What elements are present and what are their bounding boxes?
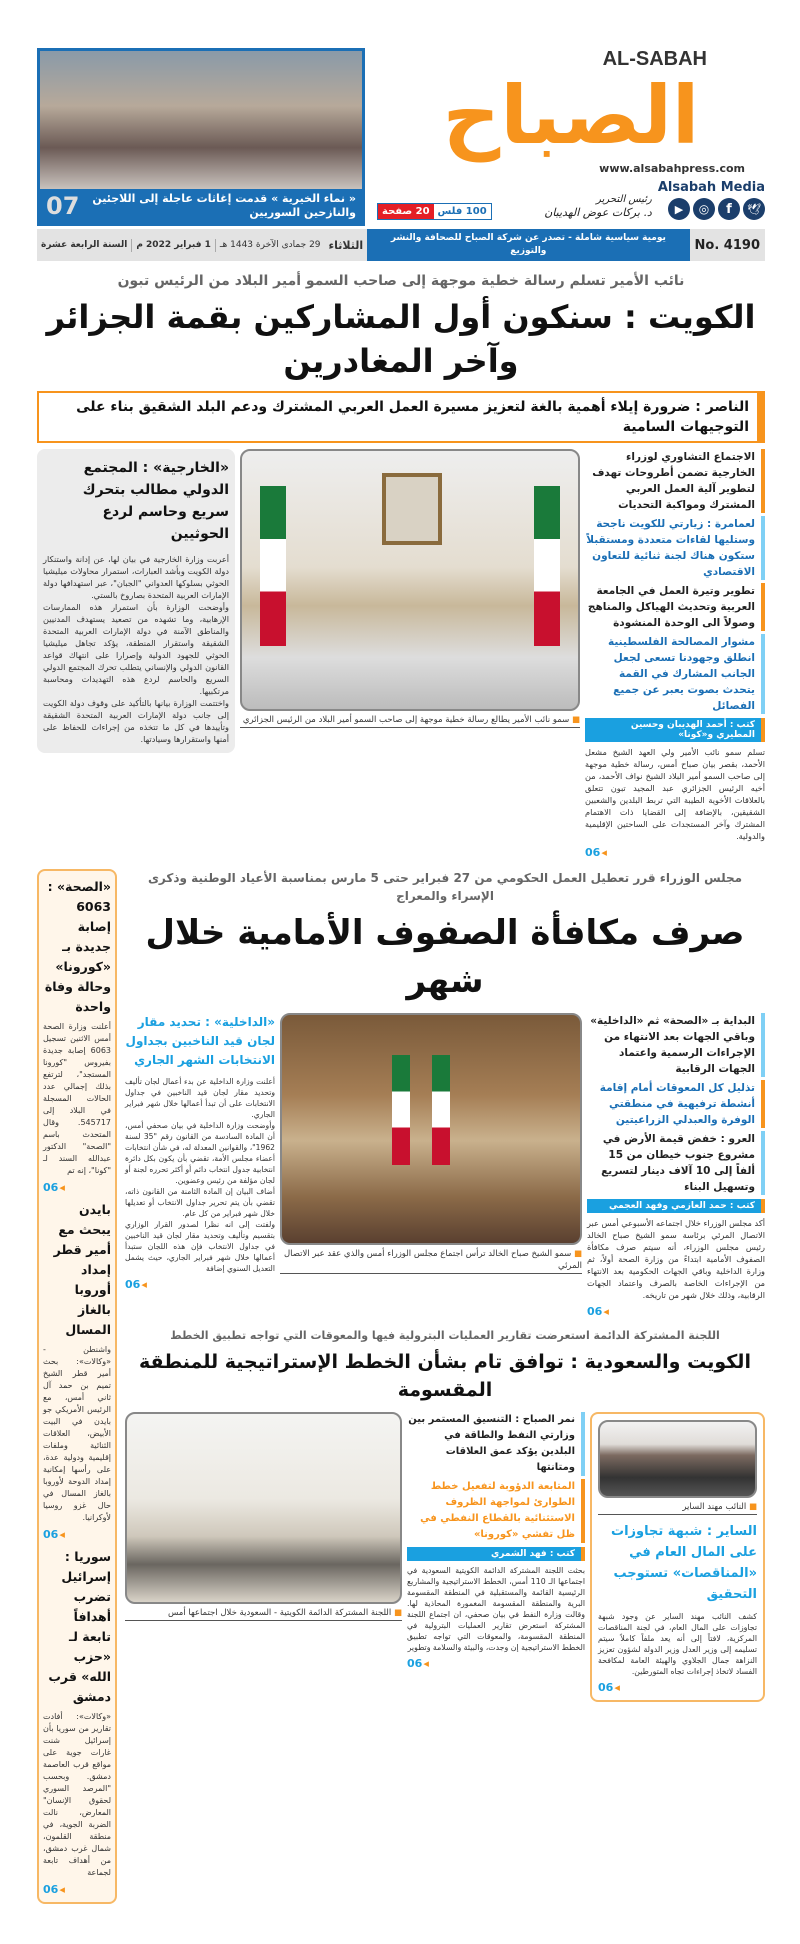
interior-body: وأوضحت وزارة الداخلية في بيان صحفي أمس، أن المادة السادسة من القانون رقم "35 لسنة 1962"، والقوانين المعدلة له، في شأن انتخابات أعضاء مجلس الأمة، تقضي بأن يكون بكل دائرة انتخابية جدول انتخاب دائم أو أكثر تحرره لجنة أو لجان مؤلفة من رئيس وعضوين. [125, 1121, 275, 1185]
oil-bullet: المتابعة الدؤوبة لتفعيل خطط الطوارئ لمواجهة الظروف الاستثنائية بالقطاع النفطي في ظل تفشي «كورونا» [407, 1479, 585, 1543]
oil-page-ref[interactable]: 06 ◂ [407, 1657, 585, 1670]
lead-bullet: الاجتماع التشاوري لوزراء الخارجية تضمن أطروحات تهدف لتطوير آلية العمل العربي المشترك ومواكبة التحديات [585, 449, 765, 513]
oil-committee-photo[interactable] [125, 1412, 402, 1604]
pages-count: 20 صفحة [378, 204, 434, 219]
sidebar-story[interactable] [43, 1200, 111, 1541]
oil-row [125, 1412, 765, 1702]
hijri-date: 29 جمادى الآخرة 1443 هـ [215, 239, 325, 252]
editor-signature: د. بركات عوض الهديبان [544, 206, 652, 219]
sidebar-body: أعلنت وزارة الصحة أمس الاثنين تسجيل 6063 إصابة جديدة بفيروس "كورونا المستجد"، لترتفع بذلك إجمالي عدد الحالات المسجلة في البلاد إلى 545717. وقال المتحدث باسم "الصحة" الدكتور عبدالله السند لـ "كونا"، إنه تم [43, 1022, 111, 1175]
promo-photo [40, 51, 362, 189]
instagram-icon[interactable]: ◎ [693, 198, 715, 220]
sidebar-headline: «الصحة» : 6063 إصابة جديدة بـ «كورونا» وحالة وفاة واحدة [44, 879, 111, 1014]
day: الثلاثاء [328, 238, 364, 252]
social-icons [658, 198, 765, 220]
kuwait-flag [534, 486, 560, 646]
lead-photo[interactable] [240, 449, 580, 711]
sayer-headline: الساير : شبهة تجاوزات على المال العام في «المناقصات» تستوجب التحقيق [611, 1524, 757, 1602]
lower-section [37, 869, 765, 1904]
second-bullets [587, 1013, 765, 1318]
interior-headline: «الداخلية» : تحديد مقار لجان قيد الناخبين بجداول الانتخابات الشهر الجاري [125, 1015, 275, 1067]
logo-en: AL-SABAH [602, 48, 707, 70]
kuwait-flag [392, 1055, 410, 1165]
second-bullet: تذليل كل المعوقات أمام إقامة أنشطة ترفيهية في منطقتي الوفرة والعبدلي الزراعيتين [587, 1080, 765, 1128]
kuwait-flag [260, 486, 286, 646]
lead-bullet: مشوار المصالحة الفلسطينية انطلق وجهودنا تسعى لجعل الجانب المشارك في القمة يتحدث بصوت يعبر عن جميع الفصائل [585, 634, 765, 714]
logo-block [377, 48, 765, 220]
cabinet-photo-caption: ■ سمو الشيخ صباح الخالد ترأس اجتماع مجلس الوزراء أمس والذي عقد عبر الاتصال المرئي [280, 1248, 582, 1274]
oil-body: بحثت اللجنة المشتركة الدائمة الكويتية السعودية في اجتماعها الـ 110 أمس، الخطط الاستراتيجية والمشاريع الرئيسية القائمة والمستقبلية في المنطقة المقسومة البرية والمنطقة المقسومة المغمورة المحاذية لها. وقالت وزارة النفط في بيان صحفي، ان اجتماع اللجنة المشتركة استعرض تقارير العمليات البترولية في المنطقة المقسومة، والمعوقات التي تواجه تطبيق الخطط الاستراتيجية إن وجدت، والبيئة والسلامة وتطوير [407, 1566, 585, 1652]
info-bar [37, 229, 765, 261]
year-label: السنة الرابعة عشرة [41, 239, 128, 250]
interior-body: أعلنت وزارة الداخلية عن بدء أعمال لجان تأليف وتحديد مقار لجان قيد الناخبين في جداول الانتخابات على أن تبدأ أعمالها خلال شهر فبراير الجاري. [125, 1077, 275, 1119]
facebook-icon[interactable]: f [718, 198, 740, 220]
news-sidebar [37, 869, 117, 1904]
interior-story[interactable] [125, 1013, 275, 1291]
youtube-icon[interactable]: ▶ [668, 198, 690, 220]
sidebar-page-ref[interactable]: 06 ◂ [43, 1181, 111, 1194]
website[interactable]: www.alsabahpress.com [599, 162, 745, 175]
second-bullet: العرو : خفض قيمة الأرض في مشروع جنوب خيطان من 15 ألفاً إلى 10 آلاف دينار لتسريع وتسهيل البناء [587, 1131, 765, 1195]
portrait-frame [382, 473, 442, 545]
foreign-headline: «الخارجية» : المجتمع الدولي مطالب بتحرك سريع وحاسم لردع الحوثيين [82, 460, 229, 542]
front-page [37, 48, 765, 1904]
foreign-body: وأوضحت الوزارة بأن استمرار هذه الممارسات الإرهابية، وما تشهده من تصعيد يستهدف المدنيين والمناطق الآمنة في دولة الإمارات العربية المتحدة الشقيقة واستقرار المنطقة، يؤكد تجاهل ميليشيا الحوثي للجهود الدولية وإصرارا على انتهاك قواعد القانون الدولي والإنساني يتطلب تحرك المجتمع الدولي السريع والحاسم لردع هذه التهديدات ومحاسبة مرتكبيها. [43, 602, 229, 696]
oil-photo-caption: ■ اللجنة المشتركة الدائمة الكويتية - السعودية خلال اجتماعها أمس [125, 1607, 402, 1621]
second-kicker: مجلس الوزراء قرر تعطيل العمل الحكومي من 27 فبراير حتى 5 مارس بمناسبة الأعياد الوطنية وذكرى الإسراء والمعراج [147, 871, 743, 903]
lead-kicker: نائب الأمير تسلم رسالة خطية موجهة إلى صاحب السمو أمير البلاد من الرئيس تبون [117, 273, 685, 289]
editor-title: رئيس التحرير [596, 194, 652, 205]
lead-bullet: لعمامرة : زيارتي للكويت ناجحة وستليها لقاءات متعددة ومستقبلاً ستكون هناك لجنة ثنائية للتعاون الاقتصادي [585, 516, 765, 580]
price: 100 فلس [434, 204, 491, 219]
sidebar-story[interactable] [43, 1547, 111, 1896]
tagline: يومية سياسية شاملة - تصدر عن شركة الصباح للصحافة والنشر والتوزيع [367, 229, 689, 261]
second-body: أكد مجلس الوزراء خلال اجتماعه الأسبوعي أمس عبر الاتصال المرئي برئاسة سمو الشيخ صباح الخالد رئيس مجلس الوزراء، أنه سيتم صرف مكافأة الصفوف الأمامية ابتداءً من وزارة الصحة أولاً، ثم وزارة الداخلية وباقي الجهات الحكومية بعد الانتهاء من الإجراءات الخاصة بالصرف واعتماد الجهات الرقابية، وذلك خلال شهر من تاريخه. [587, 1218, 765, 1300]
media-label: Alsabah Media [657, 180, 765, 195]
sidebar-story[interactable] [43, 877, 111, 1194]
lead-bullet: تطوير وتيرة العمل في الجامعة العربية وتحديث الهياكل والمناهج وصولاً الى الوحدة المنشودة [585, 583, 765, 631]
sidebar-page-ref[interactable]: 06 ◂ [43, 1883, 111, 1896]
logo-ar: الصباح [442, 69, 700, 162]
second-byline: كتب : حمد العازمي وفهد العجمي [587, 1199, 765, 1213]
sidebar-page-ref[interactable]: 06 ◂ [43, 1528, 111, 1541]
lead-page-ref[interactable]: 06 ◂ [585, 846, 765, 859]
second-row [125, 1013, 765, 1318]
issue-number: No. 4190 [694, 237, 760, 253]
second-bullet: البداية بـ «الصحة» ثم «الداخلية» وباقي الجهات بعد الانتهاء من الإجراءات الرسمية واعتماد الجهات الرقابية [587, 1013, 765, 1077]
lead-subheadline: الناصر : ضرورة إيلاء أهمية بالغة لتعزيز مسيرة العمل العربي المشترك ودعم البلد الشقيق بناء على التوجيهات السامية [37, 391, 765, 443]
oil-kicker: اللجنة المشتركة الدائمة استعرضت تقارير العمليات البترولية فيها والمعوقات التي تواجه تطبيق الخطط [170, 1329, 720, 1342]
price-box [377, 203, 492, 220]
sidebar-headline: بايدن يبحث مع أمير قطر إمداد أوروبا بالغاز المسال [53, 1202, 111, 1337]
lead-row [37, 449, 765, 859]
foreign-body: أعربت وزارة الخارجية في بيان لها، عن إدانة واستنكار دولة الكويت وبأشد العبارات، استمرار محاولات ميليشيا الحوثي بسلوكها العدواني "الجبان"، عبر استهدافها دولة الإمارات العربية المتحدة بصاروخ بالستي. [43, 554, 229, 600]
sayer-box[interactable] [590, 1412, 765, 1702]
sidebar-headline: سوريا : إسرائيل تضرب أهدافاً تابعة لـ «حزب الله» قرب دمشق [48, 1549, 111, 1704]
lead-body: تسلم سمو نائب الأمير ولي العهد الشيخ مشعل الأحمد، بقصر بيان صباح أمس، رسالة خطية موجهة إلى صاحب السمو أمير البلاد الشيخ نواف الأحمد، من أخيه الرئيس الجزائري عبد المجيد تبون تتعلق بالعلاقات الأخوية الطيبة التي تربط البلدين والشعبين الشقيقين، بالإضافة إلى القضايا ذات الاهتمام المشترك وآخر المستجدات على الساحتين الإقليمية والدولية. [585, 747, 765, 841]
sayer-photo [598, 1420, 757, 1498]
top-promo[interactable] [37, 48, 365, 226]
sayer-photo-caption: ■ النائب مهند الساير [598, 1501, 757, 1515]
twitter-icon[interactable]: 🕊 [743, 198, 765, 220]
second-headline: صرف مكافأة الصفوف الأمامية خلال شهر [145, 913, 745, 1001]
lead-photo-caption: ■ سمو نائب الأمير يطالع رسالة خطية موجهة إلى صاحب السمو أمير البلاد من الرئيس الجزائري [240, 714, 580, 728]
greg-date: 1 فبراير 2022 م [131, 239, 215, 252]
masthead [37, 48, 765, 226]
lead-bullets [585, 449, 765, 859]
oil-story [407, 1412, 585, 1670]
sidebar-body: واشنطن - «وكالات»: بحث أمير قطر الشيخ تميم بن حمد آل ثاني أمس، مع الرئيس الأمريكي جو بايدن في البيت الأبيض، العلاقات الثنائية وملفات إقليمية ودولية عدة، على رأسها إمكانية إمداد الدوحة لأوروبا بالغاز المسال في حال غزو روسيا لأوكرانيا. [43, 1345, 111, 1522]
foreign-body: واختتمت الوزارة بيانها بالتأكيد على وقوف دولة الكويت إلى جانب دولة الإمارات العربية المتحدة الشقيقة وتأييدها في كل ما تتخذه من إجراءات للحفاظ على أمنها واستقرارها وسيادتها. [43, 698, 229, 744]
foreign-ministry-box[interactable] [37, 449, 235, 753]
kuwait-flag [432, 1055, 450, 1165]
promo-page-number: 07 [46, 192, 80, 220]
sayer-body: كشف النائب مهند الساير عن وجود شبهة تجاوزات على المال العام، في لجنة المناقصات المركزية، لافتاً إلى أنه يعد ملفاً كاملاً سيتم تسليمه إلى وزير العدل وزير الدولة لشؤون تعزيز النزاهة جمال الجلاوي والهيئة العامة لمكافحة الفساد لاتخاذ إجراءات تجاه المتورطين. [598, 1612, 757, 1676]
sayer-page-ref[interactable]: 06 ◂ [598, 1681, 757, 1694]
lead-headline: الكويت : سنكون أول المشاركين بقمة الجزائر وآخر المغادرين [46, 298, 756, 380]
oil-byline: كتب : فهد الشمري [407, 1547, 585, 1561]
promo-text: « نماء الخيرية » قدمت إغاثات عاجلة إلى اللاجئين والنازحين السوريين [92, 192, 356, 219]
lead-byline: كتب : أحمد الهديبان وحسين المطيري و«كونا» [585, 718, 765, 742]
interior-body: أضاف البيان إن المادة الثامنة من القانون ذاته، تقضي بأن يتم تحرير جداول الانتخاب أو تعديلها خلال شهر فبراير من كل عام. [125, 1187, 275, 1218]
interior-page-ref[interactable]: 06 ◂ [125, 1278, 275, 1291]
cabinet-photo[interactable] [280, 1013, 582, 1245]
interior-body: ولفتت إلى انه نظرا لصدور القرار الوزاري بتقسيم وتأليف وتحديد مقار لجان قيد الناخبين في جداول الانتخاب فإن هذه اللجان ستبدأ أعمالها خلال شهر فبراير الجاري، حيث يشمل التعديل السنوي إضافة [125, 1220, 275, 1273]
oil-headline: الكويت والسعودية : توافق تام بشأن الخطط الإستراتيجية للمنطقة المقسومة [139, 1351, 751, 1401]
sidebar-body: «وكالات»: أفادت تقارير من سوريا بأن إسرائيل شنت غارات جوية على مواقع قرب العاصمة دمشق. وبحسب "المرصد السوري لحقوق الإنسان" المعارض، نالت الضربة الجوية، في منطقة القلمون، شمال غرب دمشق، من أهداف تابعة لجماعة [43, 1712, 111, 1877]
oil-bullet: نمر الصباح : التنسيق المستمر بين وزارتي النفط والطاقة في البلدين يؤكد عمق العلاقات ومتانتها [407, 1412, 585, 1476]
second-page-ref[interactable]: 06 ◂ [587, 1305, 765, 1318]
